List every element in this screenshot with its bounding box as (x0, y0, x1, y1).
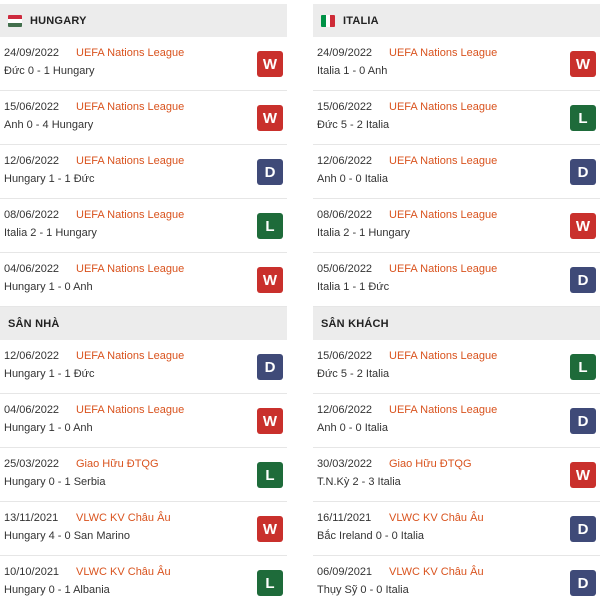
match-row[interactable] (0, 394, 287, 448)
match-score: Thụy Sỹ 0 - 0 Italia (317, 584, 409, 596)
competition-link[interactable]: VLWC KV Châu Âu (389, 512, 484, 524)
competition-link[interactable]: UEFA Nations League (76, 101, 185, 113)
flag-stripe (330, 15, 335, 27)
match-score: Italia 1 - 1 Đức (317, 281, 390, 293)
result-badge: W (570, 462, 596, 488)
competition-link[interactable]: UEFA Nations League (76, 155, 185, 167)
match-row[interactable] (0, 448, 287, 502)
match-row[interactable] (313, 340, 600, 394)
recent-matches-list (0, 37, 287, 307)
section-header (0, 307, 287, 340)
match-row[interactable] (0, 253, 287, 307)
match-date: 10/10/2021 (4, 566, 60, 578)
match-score: Đức 5 - 2 Italia (317, 119, 390, 131)
match-date: 04/06/2022 (4, 263, 60, 275)
match-score: Hungary 1 - 1 Đức (4, 173, 95, 185)
result-badge: W (257, 267, 283, 293)
match-date: 12/06/2022 (4, 350, 60, 362)
match-row[interactable] (313, 502, 600, 556)
match-date: 08/06/2022 (317, 209, 373, 221)
competition-link[interactable]: UEFA Nations League (389, 47, 498, 59)
result-badge: L (570, 105, 596, 131)
match-date: 24/09/2022 (4, 47, 60, 59)
match-row[interactable] (313, 145, 600, 199)
match-row[interactable] (313, 556, 600, 600)
competition-link[interactable]: UEFA Nations League (389, 155, 498, 167)
match-score: Bắc Ireland 0 - 0 Italia (317, 530, 425, 542)
competition-link[interactable]: UEFA Nations League (76, 47, 185, 59)
match-row[interactable] (313, 37, 600, 91)
match-row[interactable] (0, 340, 287, 394)
competition-link[interactable]: UEFA Nations League (76, 263, 185, 275)
match-score: Anh 0 - 0 Italia (317, 422, 388, 434)
competition-link[interactable]: UEFA Nations League (76, 404, 185, 416)
match-row[interactable] (313, 394, 600, 448)
team-name: HUNGARY (30, 14, 87, 27)
match-date: 15/06/2022 (317, 101, 373, 113)
competition-link[interactable]: UEFA Nations League (389, 350, 498, 362)
result-badge: W (257, 105, 283, 131)
result-badge: L (257, 570, 283, 596)
match-date: 24/09/2022 (317, 47, 373, 59)
match-score: Italia 2 - 1 Hungary (4, 227, 97, 239)
competition-link[interactable]: UEFA Nations League (76, 350, 185, 362)
result-badge: L (257, 213, 283, 239)
match-score: Hungary 1 - 1 Đức (4, 368, 95, 380)
result-badge: D (570, 159, 596, 185)
match-score: Anh 0 - 0 Italia (317, 173, 388, 185)
result-badge: W (570, 51, 596, 77)
competition-link[interactable]: VLWC KV Châu Âu (76, 512, 171, 524)
result-badge: D (570, 570, 596, 596)
competition-link[interactable]: UEFA Nations League (389, 101, 498, 113)
match-score: Anh 0 - 4 Hungary (4, 119, 94, 131)
match-score: Hungary 1 - 0 Anh (4, 422, 93, 434)
italy-flag-icon (321, 15, 335, 27)
match-row[interactable] (313, 91, 600, 145)
result-badge: D (570, 408, 596, 434)
match-score: Italia 1 - 0 Anh (317, 65, 388, 77)
section-title: SÂN NHÀ (8, 317, 60, 330)
team-header (313, 4, 600, 37)
match-row[interactable] (0, 37, 287, 91)
result-badge: W (257, 408, 283, 434)
match-date: 12/06/2022 (4, 155, 60, 167)
competition-link[interactable]: UEFA Nations League (389, 404, 498, 416)
result-badge: D (570, 267, 596, 293)
match-date: 30/03/2022 (317, 458, 373, 470)
competition-link[interactable]: VLWC KV Châu Âu (76, 566, 171, 578)
match-date: 04/06/2022 (4, 404, 60, 416)
match-score: Italia 2 - 1 Hungary (317, 227, 410, 239)
section-header (313, 307, 600, 340)
match-date: 06/09/2021 (317, 566, 373, 578)
competition-link[interactable]: UEFA Nations League (76, 209, 185, 221)
match-row[interactable] (313, 448, 600, 502)
competition-link[interactable]: Giao Hữu ĐTQG (389, 458, 472, 470)
match-score: Hungary 0 - 1 Albania (4, 584, 110, 596)
result-badge: D (257, 354, 283, 380)
hungary-flag-icon (8, 15, 22, 27)
match-score: Hungary 1 - 0 Anh (4, 281, 93, 293)
result-badge: W (570, 213, 596, 239)
competition-link[interactable]: VLWC KV Châu Âu (389, 566, 484, 578)
result-badge: W (257, 516, 283, 542)
result-badge: L (257, 462, 283, 488)
match-row[interactable] (0, 199, 287, 253)
match-score: Hungary 4 - 0 San Marino (4, 530, 130, 542)
italia-column (313, 4, 600, 600)
match-row[interactable] (0, 502, 287, 556)
section-title: SÂN KHÁCH (321, 317, 389, 330)
match-date: 12/06/2022 (317, 404, 373, 416)
section-matches-list (0, 340, 287, 600)
match-date: 12/06/2022 (317, 155, 373, 167)
match-row[interactable] (313, 199, 600, 253)
result-badge: D (257, 159, 283, 185)
result-badge: W (257, 51, 283, 77)
match-date: 05/06/2022 (317, 263, 373, 275)
flag-stripe (8, 23, 22, 27)
match-date: 15/06/2022 (317, 350, 373, 362)
result-badge: D (570, 516, 596, 542)
section-matches-list (313, 340, 600, 600)
match-score: Đức 5 - 2 Italia (317, 368, 390, 380)
competition-link[interactable]: UEFA Nations League (389, 209, 498, 221)
match-date: 13/11/2021 (4, 512, 59, 524)
match-date: 15/06/2022 (4, 101, 60, 113)
result-badge: L (570, 354, 596, 380)
match-score: Hungary 0 - 1 Serbia (4, 476, 106, 488)
recent-matches-list (313, 37, 600, 307)
competition-link[interactable]: Giao Hữu ĐTQG (76, 458, 159, 470)
match-row[interactable] (0, 91, 287, 145)
hungary-column (0, 4, 287, 600)
match-row[interactable] (0, 556, 287, 600)
match-score: T.N.Kỳ 2 - 3 Italia (317, 476, 401, 488)
match-row[interactable] (0, 145, 287, 199)
match-row[interactable] (313, 253, 600, 307)
competition-link[interactable]: UEFA Nations League (389, 263, 498, 275)
team-header (0, 4, 287, 37)
team-name: ITALIA (343, 14, 379, 27)
match-date: 16/11/2021 (317, 512, 372, 524)
match-date: 25/03/2022 (4, 458, 60, 470)
match-date: 08/06/2022 (4, 209, 60, 221)
match-score: Đức 0 - 1 Hungary (4, 65, 95, 77)
